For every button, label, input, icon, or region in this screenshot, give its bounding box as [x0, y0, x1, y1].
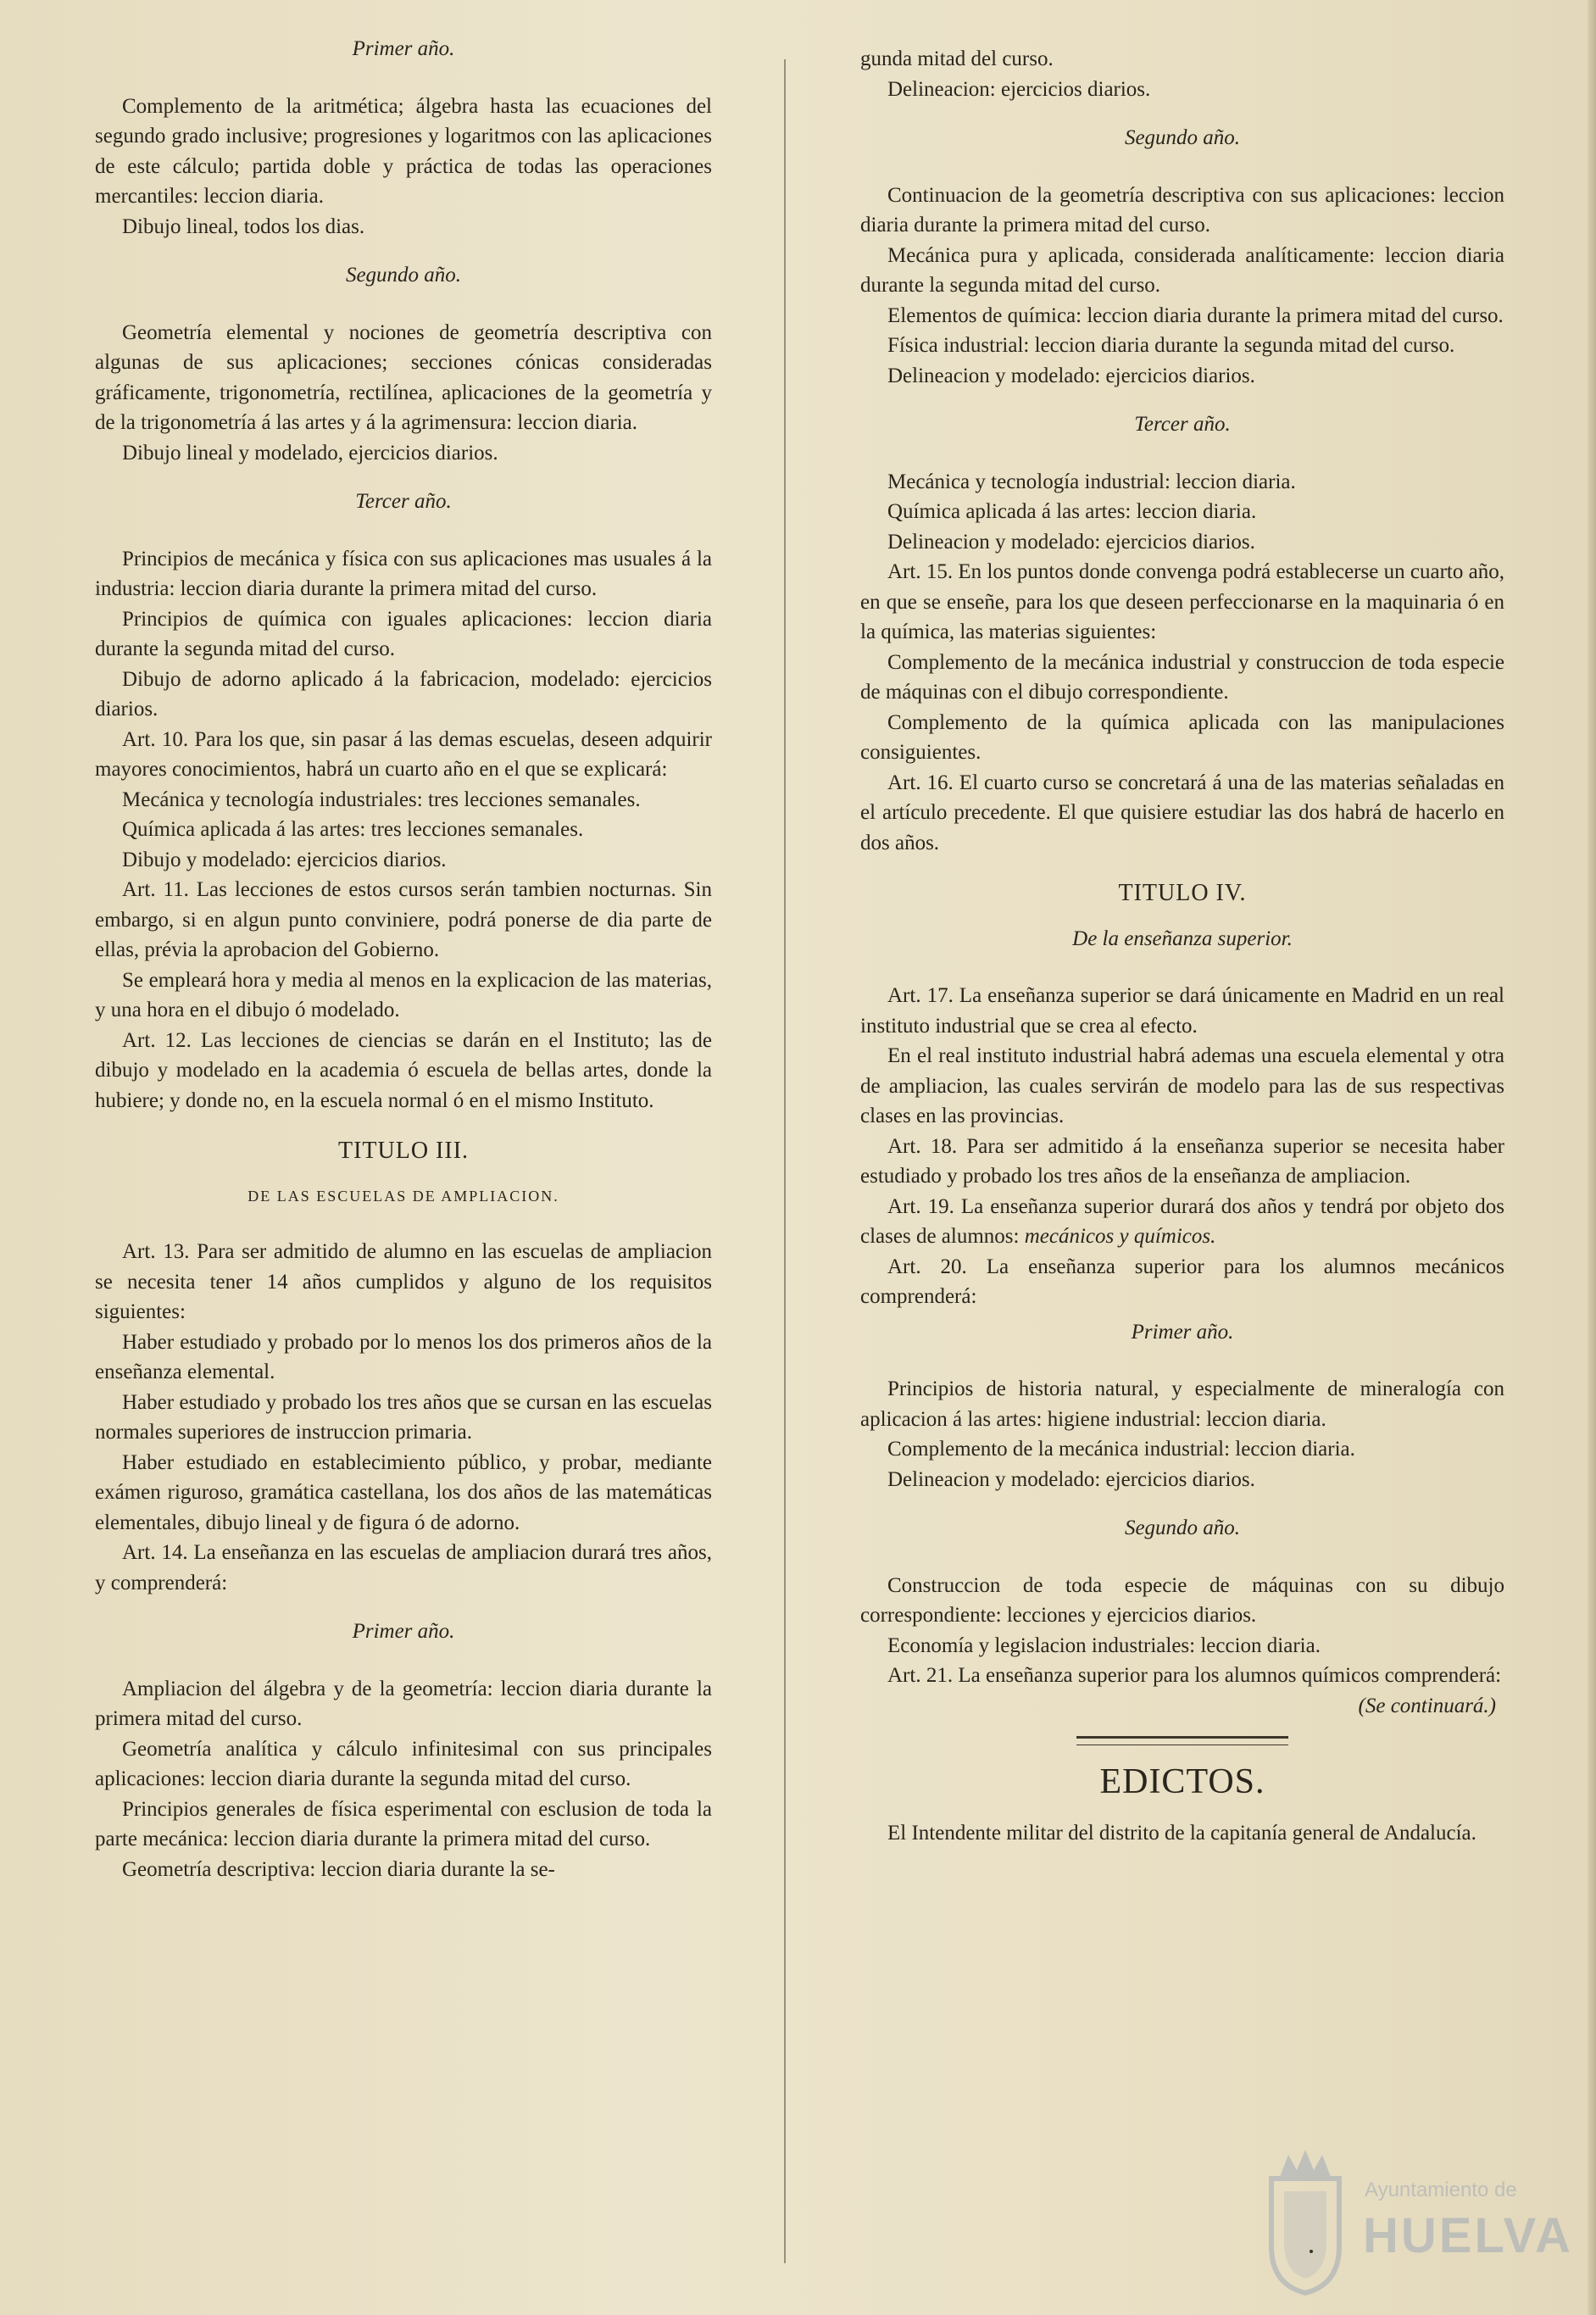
section-heading: Tercer año. — [1134, 413, 1231, 436]
watermark-line1: Ayuntamiento de — [1365, 2179, 1517, 2201]
article-paragraph: Art. 17. La enseñanza superior se dará únicamente en Madrid en un real instituto industrial que se crea al efecto. — [860, 984, 1504, 1038]
article-paragraph: Art. 16. El cuarto curso se concretará á una de las materias señaladas en el artículo precedente. El que quisiere estudiar las dos habrá de hacerlo en dos años. — [860, 771, 1504, 854]
paragraph: Dibujo y modelado: ejercicios diarios. — [122, 848, 447, 871]
paragraph: Principios de historia natural, y especialmente de mineralogía con aplicacion á las artes: higiene industrial: leccion diaria. — [860, 1377, 1504, 1431]
paragraph: Mecánica y tecnología industrial: leccion diaria. — [887, 470, 1296, 493]
section-heading: Primer año. — [352, 1620, 455, 1643]
watermark-line2: HUELVA — [1363, 2208, 1573, 2263]
paragraph: Física industrial: leccion diaria durante la segunda mitad del curso. — [887, 334, 1455, 357]
article-paragraph: Art. 14. La enseñanza en las escuelas de ampliacion durará tres años, y comprenderá: — [95, 1541, 712, 1594]
article-paragraph: Art. 20. La enseñanza superior para los alumnos mecánicos comprenderá: — [860, 1255, 1504, 1308]
article-italic-text: mecánicos y químicos. — [1024, 1225, 1216, 1248]
article-paragraph — [860, 1192, 1504, 1252]
paragraph: Complemento de la mecánica industrial: leccion diaria. — [887, 1438, 1355, 1461]
paragraph: El Intendente militar del distrito de la capitanía general de Andalucía. — [887, 1821, 1476, 1845]
paragraph: Delineacion y modelado: ejercicios diarios. — [887, 1467, 1255, 1491]
paragraph: Elementos de química: leccion diaria durante la primera mitad del curso. — [887, 303, 1504, 327]
title-subheading: DE LAS ESCUELAS DE AMPLIACION. — [247, 1187, 559, 1205]
paragraph: Delineacion: ejercicios diarios. — [887, 77, 1151, 101]
section-heading: Primer año. — [352, 37, 455, 60]
paragraph: Haber estudiado y probado por lo menos los dos primeros años de la enseñanza elemental. — [95, 1330, 712, 1383]
paragraph: Ampliacion del álgebra y de la geometría: leccion diaria durante la primera mitad del curso. — [95, 1677, 712, 1730]
article-paragraph: Art. 18. Para ser admitido á la enseñanza superior se necesita haber estudiado y probado los tres años de la enseñanza de ampliacion. — [860, 1134, 1504, 1188]
article-paragraph: Art. 11. Las lecciones de estos cursos serán tambien nocturnas. Sin embargo, si en algun punto conviniere, podrá ponerse de dia parte de ellas, prévia la aprobacion del Gobierno. — [95, 878, 712, 961]
column-divider — [784, 59, 786, 2263]
article-paragraph: Art. 13. Para ser admitido de alumno en las escuelas de ampliacion se necesita tener 14 años cumplidos y alguno de los requisitos siguientes: — [95, 1240, 712, 1323]
paragraph: Geometría descriptiva: leccion diaria durante la se- — [122, 1857, 555, 1881]
paragraph: Haber estudiado en establecimiento público, y probar, mediante exámen riguroso, gramática castellana, los dos años de las matemáticas elementales, dibujo lineal y de figura ó de adorno. — [95, 1450, 712, 1534]
coat-of-arms-icon — [1254, 2145, 1356, 2297]
paragraph: Geometría elemental y nociones de geometría descriptiva con algunas de sus aplicaciones; secciones cónicas consideradas gráficamente, trigonometría, rectilínea, aplicaciones de la geometría y de la trigonometría á las artes y á la agrimensura: leccion diaria. — [95, 320, 712, 434]
right-column — [860, 44, 1504, 1848]
paragraph: Principios de mecánica y física con sus aplicaciones mas usuales á la industria: leccion diaria durante la primera mitad del curso. — [95, 547, 712, 600]
section-heading: De la enseñanza superior. — [1072, 927, 1293, 950]
section-heading: Segundo año. — [1124, 1516, 1241, 1539]
paragraph: gunda mitad del curso. — [860, 47, 1054, 70]
section-heading: Tercer año. — [355, 490, 452, 513]
article-paragraph: Art. 21. La enseñanza superior para los alumnos químicos comprenderá: — [887, 1664, 1502, 1687]
section-heading: Segundo año. — [345, 264, 462, 287]
paragraph: Mecánica pura y aplicada, considerada analíticamente: leccion diaria durante la segunda mitad del curso. — [860, 243, 1504, 297]
page-edge-shadow — [1588, 0, 1596, 2315]
left-column — [95, 34, 712, 1884]
paragraph: Mecánica y tecnología industriales: tres lecciones semanales. — [122, 787, 641, 811]
paragraph: Delineacion y modelado: ejercicios diarios. — [887, 530, 1255, 554]
paragraph: Delineacion y modelado: ejercicios diarios. — [887, 364, 1255, 387]
paragraph: Dibujo de adorno aplicado á la fabricacion, modelado: ejercicios diarios. — [95, 667, 712, 721]
title-heading: TITULO IV. — [1118, 880, 1247, 906]
article-text: Art. 19. La enseñanza superior durará dos años y tendrá por objeto dos clases de alumnos: — [860, 1194, 1504, 1248]
article-paragraph: Art. 12. Las lecciones de ciencias se darán en el Instituto; las de dibujo y modelado en la academia ó escuela de bellas artes, donde la hubiere; y donde no, en la escuela normal ó en el mismo Instituto. — [95, 1028, 712, 1112]
article-paragraph: Art. 15. En los puntos donde convenga podrá establecerse un cuarto año, en que se enseñe, para los que deseen perfeccionarse en la maquinaria ó en la química, las materias siguientes: — [860, 560, 1504, 643]
paragraph: Química aplicada á las artes: tres lecciones semanales. — [122, 818, 584, 841]
edictos-heading: EDICTOS. — [1099, 1762, 1265, 1801]
section-divider — [1076, 1736, 1288, 1745]
paragraph: Química aplicada á las artes: leccion diaria. — [887, 500, 1257, 523]
section-heading: Primer año. — [1131, 1320, 1234, 1344]
paragraph: Principios generales de física esperimental con esclusion de toda la parte mecánica: leccion diaria durante la primera mitad del curso. — [95, 1797, 712, 1850]
paragraph: En el real instituto industrial habrá ademas una escuela elemental y otra de ampliacion, las cuales servirán de modelo para las de sus respectivas clases en las provincias. — [860, 1044, 1504, 1127]
paragraph: Haber estudiado y probado los tres años que se cursan en las escuelas normales superiores de instruccion primaria. — [95, 1390, 712, 1444]
paragraph: Complemento de la mecánica industrial y construccion de toda especie de máquinas con el dibujo correspondiente. — [860, 650, 1504, 704]
paragraph: Dibujo lineal y modelado, ejercicios diarios. — [122, 441, 498, 465]
paragraph: Geometría analítica y cálculo infinitesimal con sus principales aplicaciones: leccion diaria durante la segunda mitad del curso. — [95, 1737, 712, 1790]
paragraph: Dibujo lineal, todos los dias. — [122, 214, 365, 238]
ink-speck — [1310, 2250, 1313, 2253]
paragraph: Se empleará hora y media al menos en la explicacion de las materias, y una hora en el dibujo ó modelado. — [95, 968, 712, 1021]
paragraph: Economía y legislacion industriales: leccion diaria. — [887, 1633, 1321, 1657]
archive-watermark — [1254, 2145, 1585, 2306]
paragraph: Complemento de la aritmética; álgebra hasta las ecuaciones del segundo grado inclusive; progresiones y logaritmos con las aplicaciones de este cálculo; partida doble y práctica de todas las operaciones mercantiles: leccion diaria. — [95, 94, 712, 208]
paragraph: Construccion de toda especie de máquinas con su dibujo correspondiente: lecciones y ejercicios diarios. — [860, 1573, 1504, 1627]
paragraph: Complemento de la química aplicada con las manipulaciones consiguientes. — [860, 710, 1504, 764]
paragraph: Continuacion de la geometría descriptiva con sus aplicaciones: leccion diaria durante la primera mitad del curso. — [860, 183, 1504, 237]
paragraph: Principios de química con iguales aplicaciones: leccion diaria durante la segunda mitad del curso. — [95, 607, 712, 660]
article-paragraph: Art. 10. Para los que, sin pasar á las demas escuelas, deseen adquirir mayores conocimientos, habrá un cuarto año en el que se explicará: — [95, 727, 712, 781]
continuation-note: (Se continuará.) — [1358, 1694, 1496, 1717]
section-heading: Segundo año. — [1124, 126, 1241, 149]
title-heading: TITULO III. — [337, 1138, 470, 1164]
